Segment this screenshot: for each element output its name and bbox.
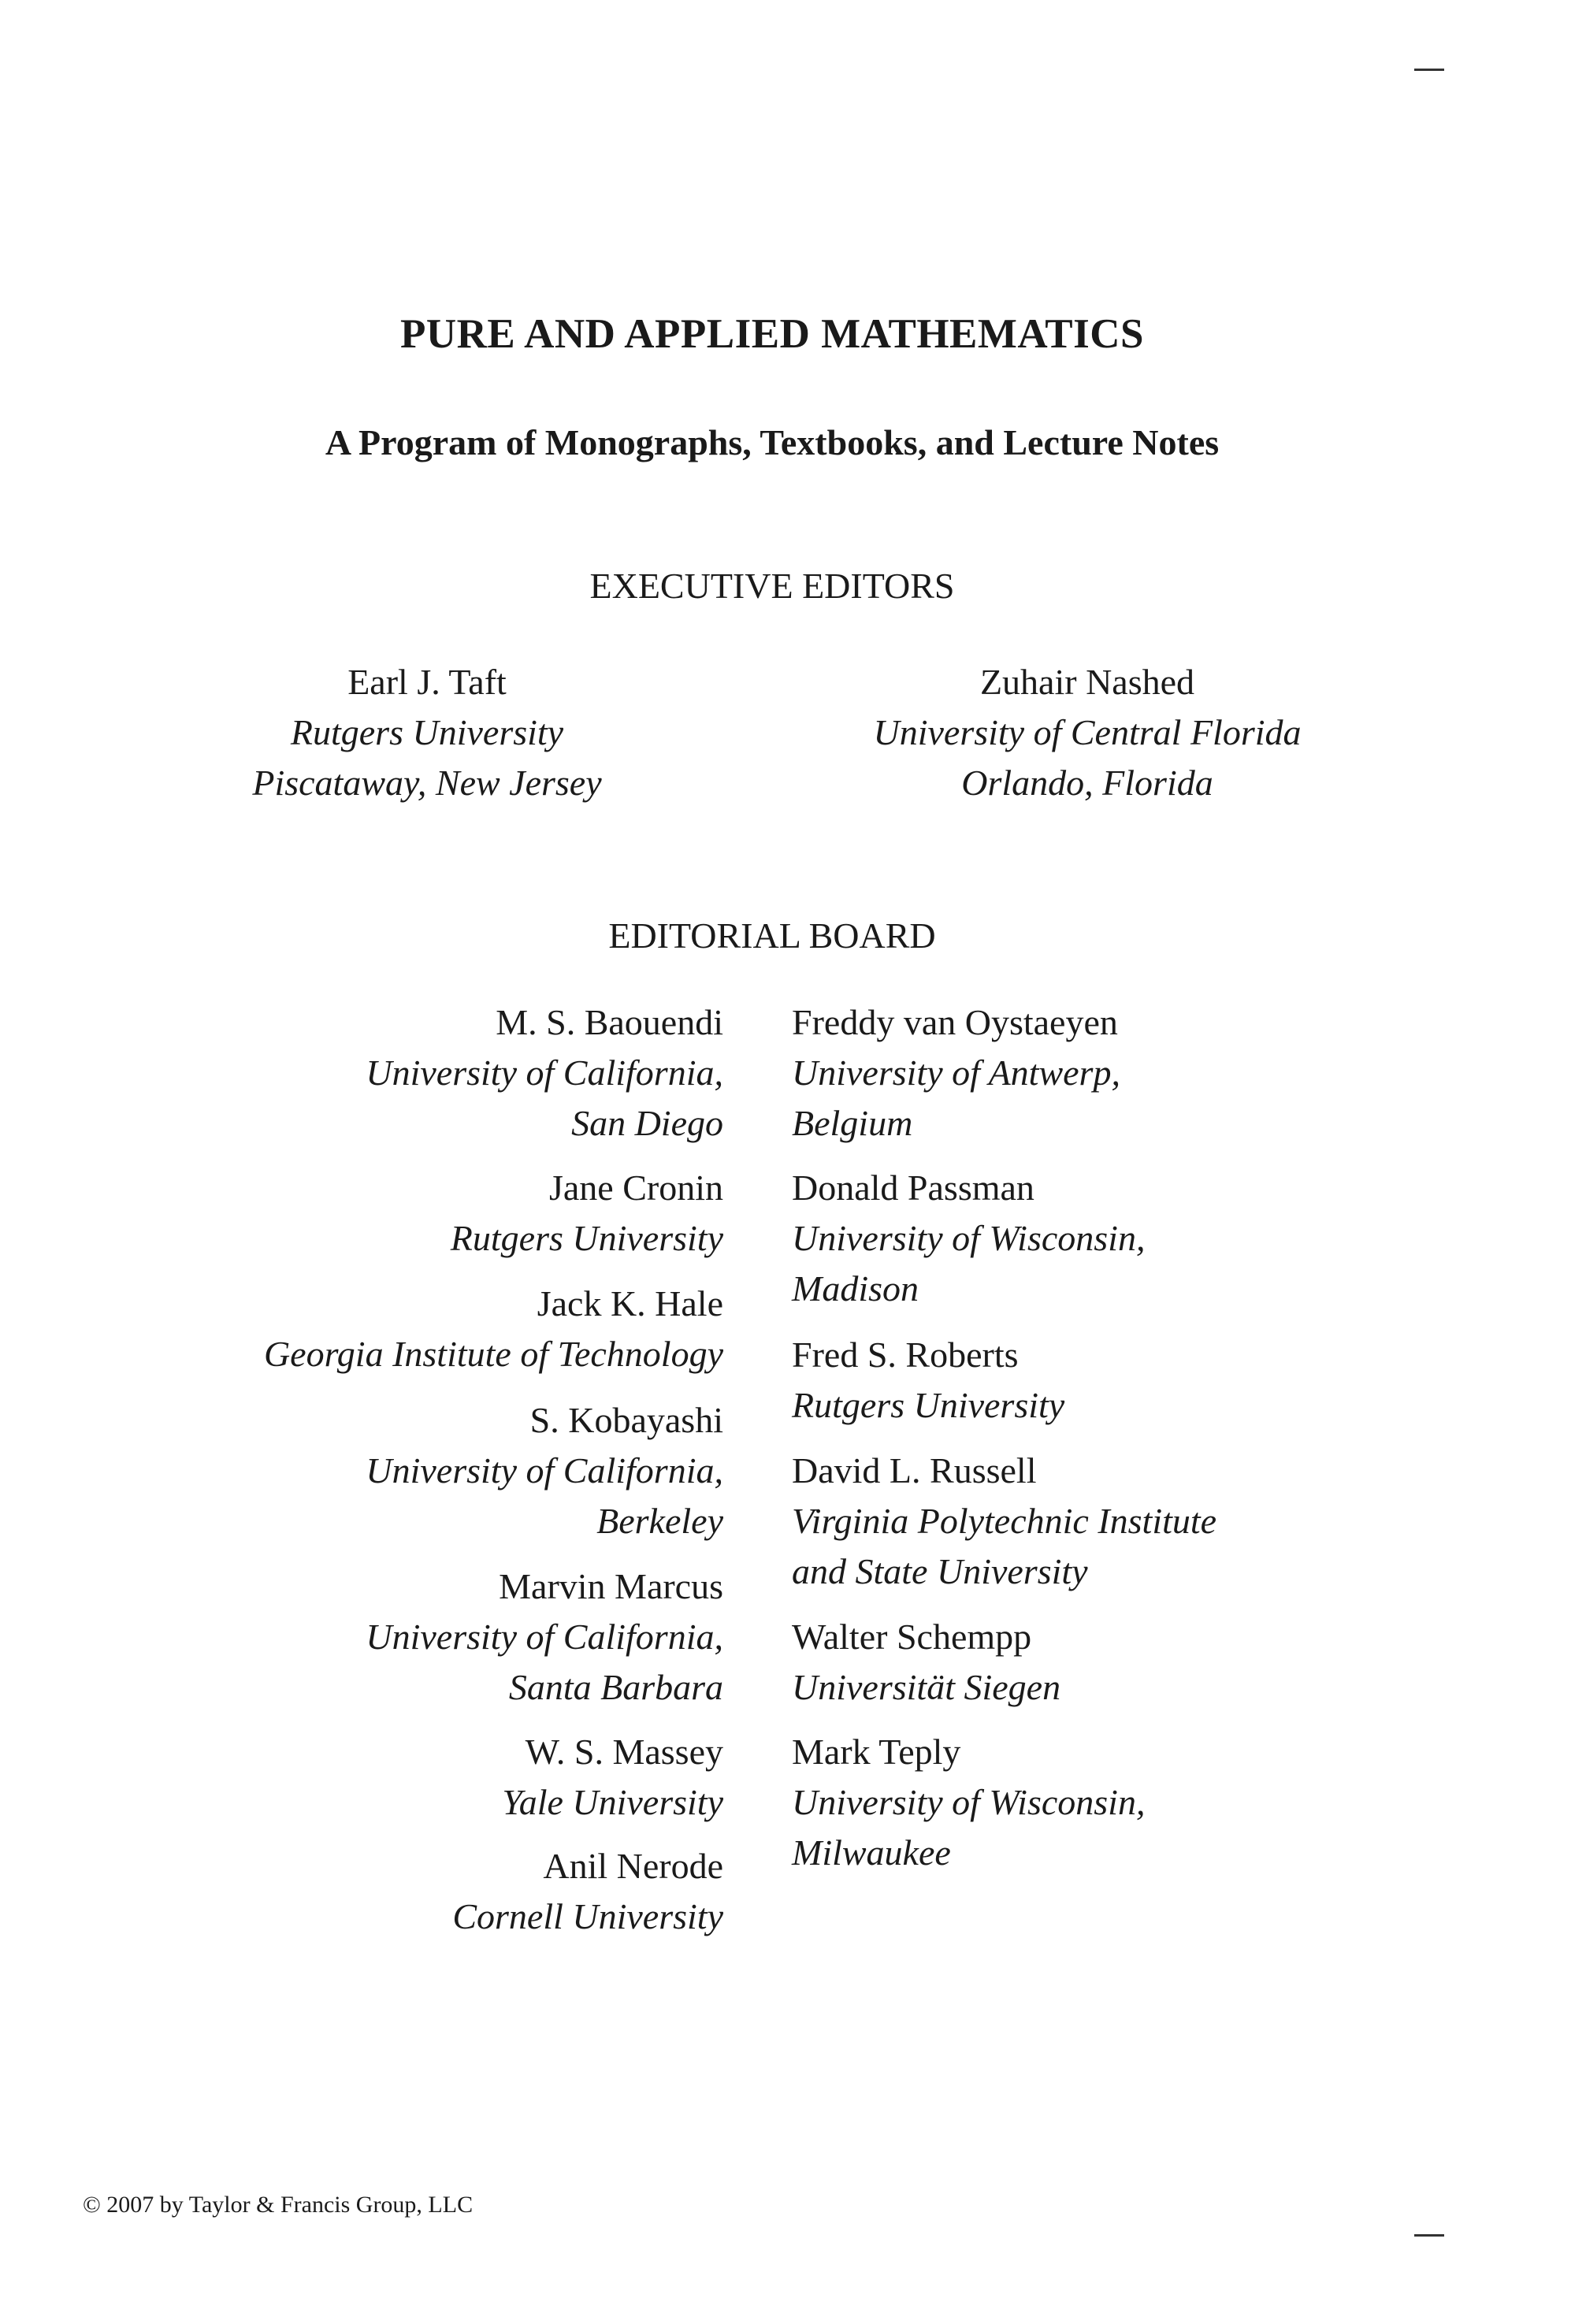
member-name: Fred S. Roberts	[792, 1335, 1019, 1375]
editor-affiliation: University of Central Florida	[873, 712, 1302, 752]
copyright-notice: © 2007 by Taylor & Francis Group, LLC	[83, 2192, 474, 2218]
editor-location: Orlando, Florida	[961, 763, 1213, 803]
board-member-kobayashi	[188, 1395, 723, 1546]
board-member-nerode	[188, 1841, 723, 1942]
member-affiliation: Virginia Polytechnic Institute	[792, 1501, 1217, 1541]
member-affiliation: Rutgers University	[450, 1218, 723, 1258]
board-member-passman	[792, 1163, 1422, 1314]
series-title: PURE AND APPLIED MATHEMATICS	[399, 311, 1144, 357]
member-name: Walter Schempp	[792, 1617, 1032, 1657]
member-affiliation-line2: San Diego	[571, 1103, 723, 1143]
member-name: M. S. Baouendi	[496, 1002, 723, 1042]
member-name: W. S. Massey	[525, 1732, 723, 1772]
executive-editors-heading: EXECUTIVE EDITORS	[589, 566, 955, 606]
crop-mark-top	[1414, 69, 1444, 71]
member-name: Marvin Marcus	[499, 1566, 723, 1606]
member-affiliation: Cornell University	[452, 1896, 723, 1936]
member-affiliation: University of Antwerp,	[792, 1052, 1120, 1093]
member-affiliation-line2: Madison	[792, 1268, 919, 1309]
board-member-hale	[188, 1279, 723, 1379]
board-member-russell	[792, 1446, 1422, 1597]
board-member-baouendi	[188, 997, 723, 1149]
editor-affiliation: Rutgers University	[290, 712, 564, 752]
board-member-van-oystaeyen	[792, 997, 1422, 1149]
member-affiliation: University of Wisconsin,	[792, 1218, 1146, 1258]
board-member-roberts	[792, 1330, 1422, 1431]
member-name: Jack K. Hale	[537, 1283, 723, 1323]
member-name: S. Kobayashi	[529, 1400, 723, 1440]
crop-mark-bottom	[1414, 2234, 1444, 2237]
board-member-schempp	[792, 1612, 1422, 1713]
board-member-cronin	[188, 1163, 723, 1264]
member-name: David L. Russell	[792, 1450, 1037, 1491]
member-affiliation: University of California,	[366, 1450, 723, 1491]
member-name: Donald Passman	[792, 1168, 1034, 1208]
member-name: Jane Cronin	[548, 1168, 723, 1208]
member-affiliation-line2: Berkeley	[596, 1501, 723, 1541]
member-affiliation: University of Wisconsin,	[792, 1782, 1146, 1822]
member-name: Anil Nerode	[543, 1846, 723, 1886]
member-affiliation: Georgia Institute of Technology	[263, 1334, 723, 1374]
executive-editor-nashed	[772, 657, 1402, 808]
series-subtitle: A Program of Monographs, Textbooks, and Lecture Notes	[325, 422, 1220, 462]
member-affiliation: Universität Siegen	[792, 1667, 1061, 1707]
member-name: Freddy van Oystaeyen	[792, 1002, 1118, 1042]
member-affiliation-line2: Santa Barbara	[508, 1667, 723, 1707]
editor-name: Earl J. Taft	[347, 662, 507, 702]
editorial-board-heading: EDITORIAL BOARD	[608, 915, 936, 956]
member-affiliation-line2: Milwaukee	[792, 1832, 951, 1873]
editor-name: Zuhair Nashed	[979, 662, 1195, 702]
board-member-marcus	[188, 1561, 723, 1713]
member-affiliation-line2: Belgium	[792, 1103, 913, 1143]
editor-location: Piscataway, New Jersey	[252, 763, 602, 803]
member-affiliation: University of California,	[366, 1617, 723, 1657]
executive-editor-taft	[112, 657, 742, 808]
member-affiliation: Yale University	[502, 1782, 723, 1822]
member-name: Mark Teply	[792, 1732, 961, 1772]
board-member-massey	[188, 1727, 723, 1828]
board-member-teply	[792, 1727, 1422, 1878]
member-affiliation: Rutgers University	[792, 1385, 1065, 1425]
member-affiliation: University of California,	[366, 1052, 723, 1093]
member-affiliation-line2: and State University	[792, 1551, 1088, 1591]
